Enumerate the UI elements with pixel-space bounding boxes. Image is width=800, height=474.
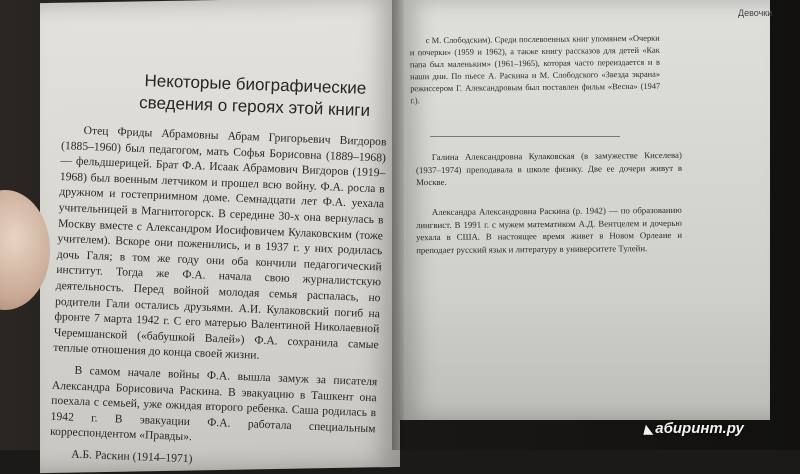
running-head: Девочки <box>738 8 773 18</box>
watermark-text: абиринт.ру <box>655 420 744 437</box>
paragraph: В самом начале войны Ф.А. вышла замуж за писателя Александра Борисовича Раскина. В эвакуацию в Ташкент она поехала с семьей, уже ожидая второго ребенка. Саша родилась в 1942 г. В эвакуации Ф.А. работала специальным корреспондентом «Правды». <box>49 363 378 444</box>
divider <box>430 136 620 137</box>
book-spine <box>392 0 404 450</box>
section-title: Некоторые биографические сведения о героях этой книги <box>138 71 371 121</box>
watermark-logo-icon: ◣ <box>644 422 654 436</box>
paragraph: с М. Слободским). Среди послевоенных книг упомянем «Очерки и почерки» (1959 и 1962), а также книгу рассказов для детей «Как папа был маленьким» (1961–1965), которая часто переиздается и в наши дни. По пьесе А. Раскина и М. Слободского «Звезда экрана» режиссером Г. Александровым был поставлен фильм «Весна» (1947 г.). <box>409 33 661 106</box>
watermark <box>644 420 744 437</box>
paragraph: Отец Фриды Абрамовны Абрам Григорьевич Вигдоров (1885–1960) был педагогом, мать Софья Борисовна (1889–1968) — фельдшерицей. Брат Ф.А. Исаак Абрамович Вигдоров (1919–1968) был военным летчиком и прошел всю войну. Ф.А. росла в дружном и гостеприимном доме. Семнадцати лет Ф.А. уехала учительницей в Магнитогорск. В середине 30-х она вернулась в Москву вместе с Александром Иосифовичем Кулаковским (тоже учителем). Вскоре они поженились, и в 1937 г. у них родилась дочь Галя; в том же году они оба кончили педагогический институт. Тогда же Ф.А. начала свою журналистскую деятельность. Перед войной молодая семья распалась, но родители Гали остались друзьями. А.И. Кулаковский погиб на фронте 7 марта 1942 г. С его матерью Валентиной Николаевной Черемшанской («бабушкой Валей») Ф.А. сохранила самые теплые отношения до конца своей жизни. <box>53 123 387 363</box>
paragraph: Галина Александровна Кулаковская (в замужестве Киселева) (1937–1974) преподавала в школе физику. Две ее дочери живут в Москве. <box>415 149 683 188</box>
left-page-text <box>49 122 387 474</box>
right-page-text <box>410 33 661 108</box>
paragraph: Александра Александровна Раскина (р. 1942) — по образованию лингвист. В 1991 г. с мужем математиком А.Д. Вентцелем и дочерью уехала в США. В настоящее время живет в Новом Орлеане и преподает русский язык и литературу в университете Тулейн. <box>415 204 683 255</box>
bio-entry <box>416 204 682 257</box>
paragraph: А.Б. Раскин (1914–1971) <box>71 447 193 466</box>
bio-entry <box>416 149 682 189</box>
